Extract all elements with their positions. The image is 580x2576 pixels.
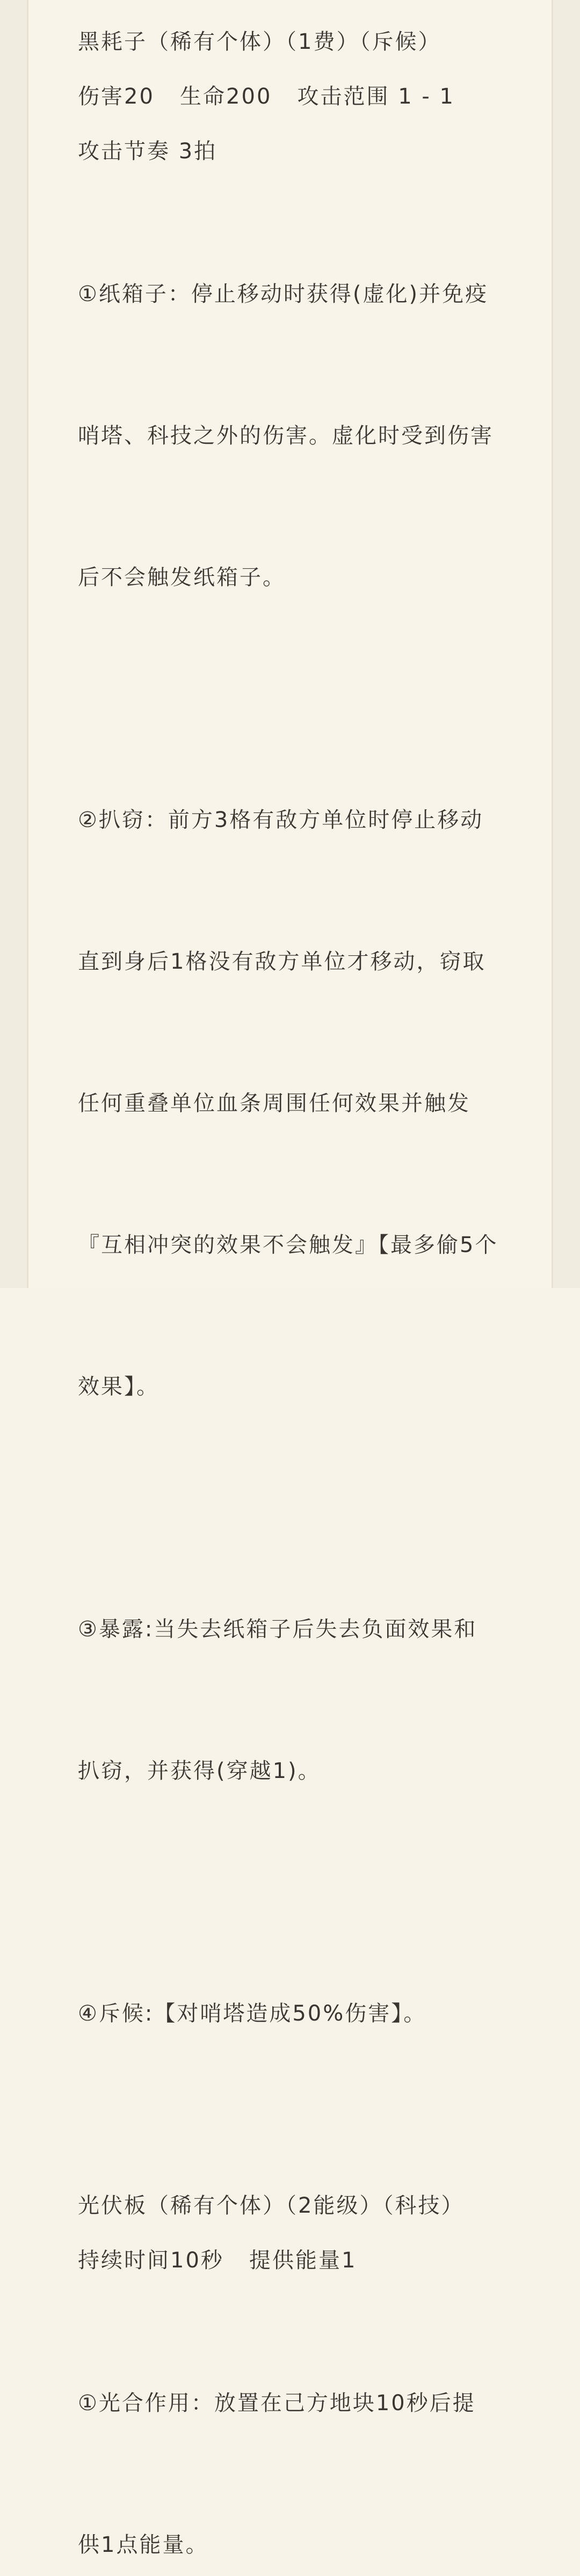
ability-line: ①光合作用：放置在己方地块10秒后提 [78, 2391, 476, 2416]
unit-stats-rhythm: 攻击节奏 3拍 [78, 139, 218, 164]
ability-line: 哨塔、科技之外的伤害。虚化时受到伤害 [78, 423, 494, 448]
unit-section-solar-panel [78, 2190, 508, 2576]
unit-title: 黑耗子（稀有个体）（1费）（斥候） [78, 30, 441, 54]
ability-line: 供1点能量。 [78, 2533, 209, 2557]
ability-line: 『互相冲突的效果不会触发』【最多偷5个 [78, 1233, 498, 1257]
ability-paragraph [78, 1896, 508, 2132]
unit-stats: 持续时间10秒 提供能量1 [78, 2248, 357, 2273]
ability-paragraph [78, 1511, 508, 1889]
ability-line: ④斥候:【对哨塔造成50%伤害】。 [78, 2001, 427, 2026]
ability-line: ①纸箱子：停止移动时获得(虚化)并免疫 [78, 282, 489, 306]
ability-line: 后不会触发纸箱子。 [78, 565, 286, 590]
ability-line: ②扒窃：前方3格有敌方单位时停止移动 [78, 808, 484, 832]
article-content [78, 26, 508, 2576]
unit-section-black-rat [78, 26, 508, 2132]
unit-title: 光伏板（稀有个体）（2能级）（科技） [78, 2193, 465, 2218]
ability-line: 任何重叠单位血条周围任何效果并触发 [78, 1091, 470, 1116]
left-frame-line [27, 0, 28, 1288]
ability-paragraph [78, 176, 508, 696]
ability-line: ③暴露:当失去纸箱子后失去负面效果和 [78, 1617, 477, 1642]
left-margin [0, 0, 27, 1288]
ability-paragraph [78, 702, 508, 1505]
ability-line: 扒窃，并获得(穿越1)。 [78, 1759, 321, 1783]
ability-line: 效果】。 [78, 1374, 160, 1399]
ability-paragraph [78, 2285, 508, 2576]
unit-stats: 伤害20 生命200 攻击范围 1 - 1 [78, 84, 455, 109]
ability-line: 直到身后1格没有敌方单位才移动，窃取 [78, 949, 486, 974]
right-frame-line [552, 0, 553, 1288]
right-margin [553, 0, 580, 1288]
